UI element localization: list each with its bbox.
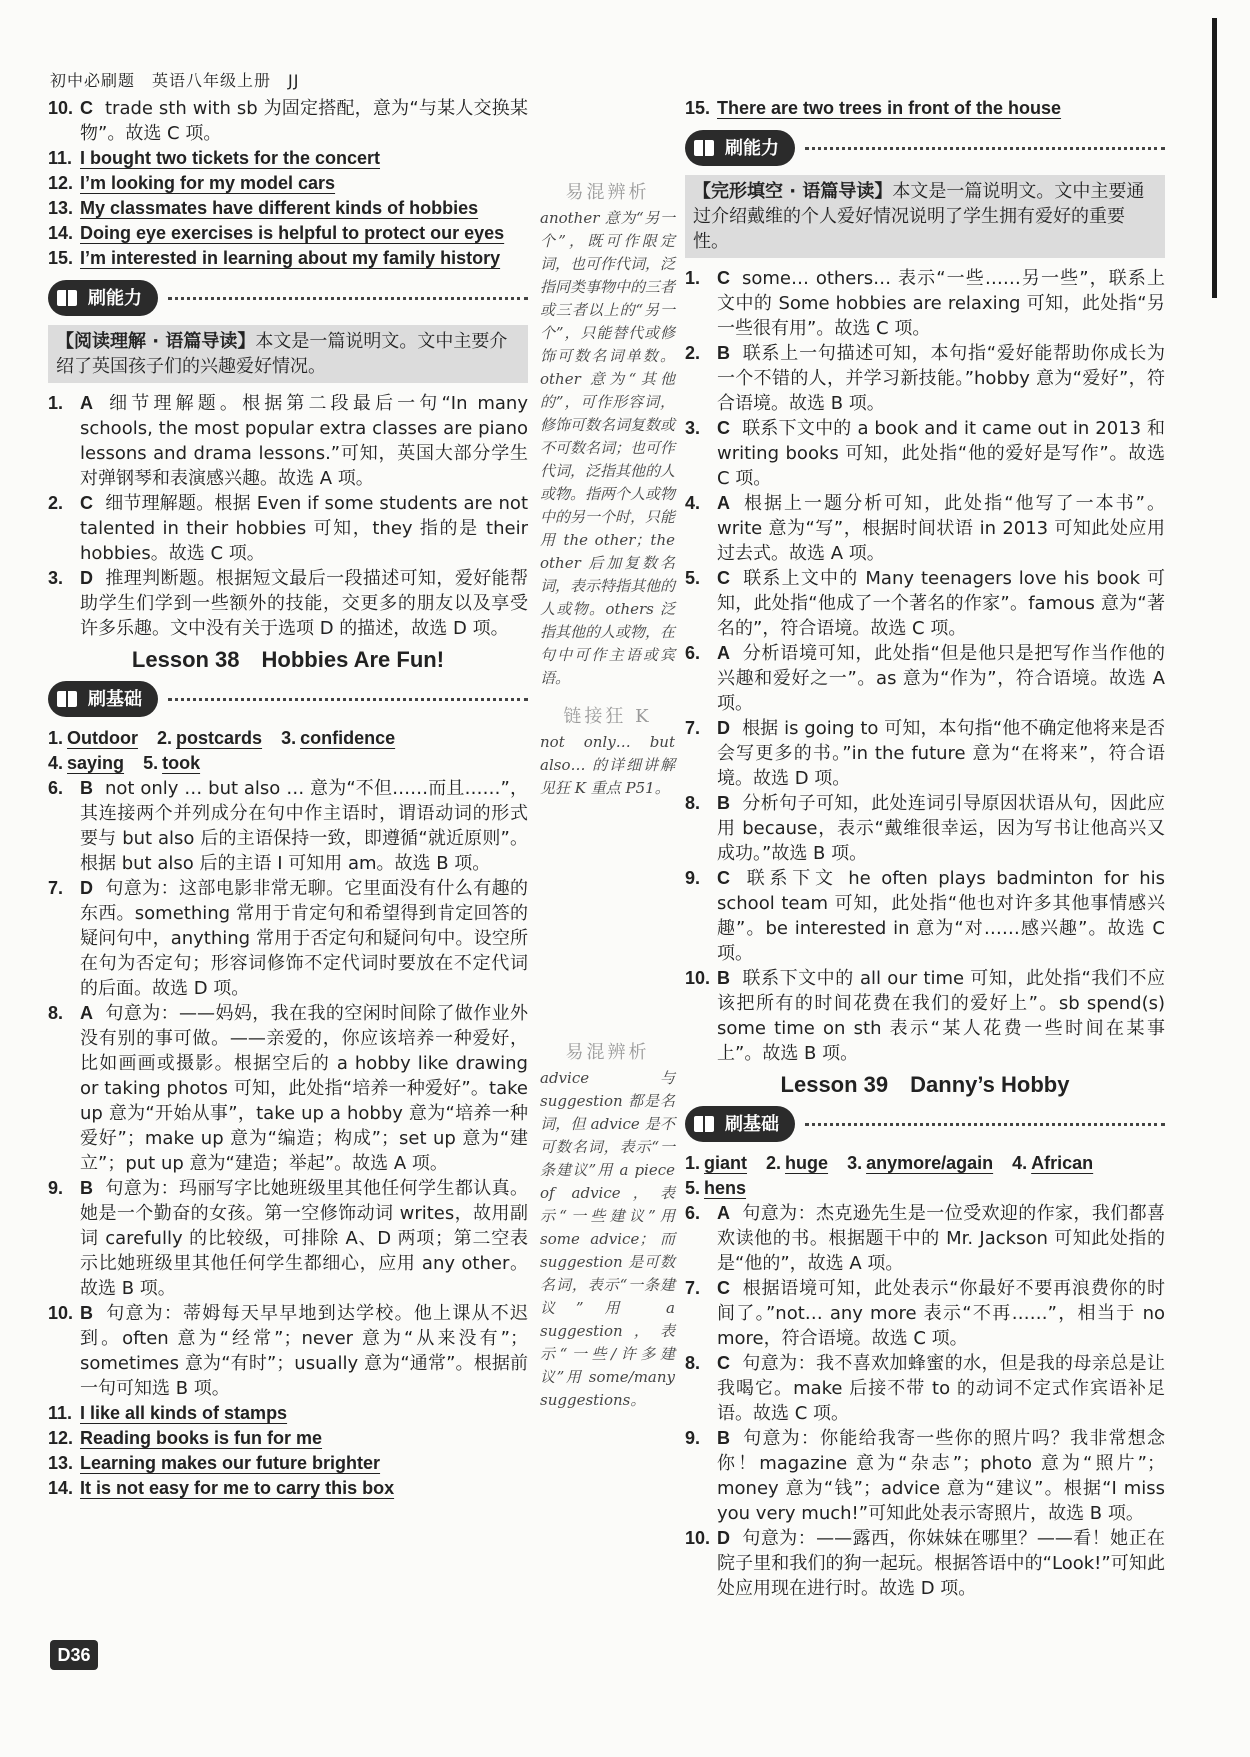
section-badge: 刷基础 [685,1106,795,1142]
section-badge: 刷能力 [685,130,795,166]
answer-item: 2. B 联系上一句描述可知，本句指“爱好能帮助你成长为一个不错的人，并学习新技能。”hobby 意为“爱好”，符合语境。故选 B 项。 [685,343,1165,414]
answer-item: 2. C 细节理解题。根据 Even if some students are not talented in their hobbies 可知，they 指的是 their hobbies。故选 C 项。 [48,493,528,564]
section-bar-basic [48,680,528,718]
answer-item: 5. C 联系上文中的 Many teenagers love his book 可知，此处指“他成了一个著名的作家”。famous 意为“著名的”，符合语境。故选 C 项。 [685,568,1165,639]
book-icon [691,135,717,161]
section-badge: 刷基础 [48,681,158,717]
lesson-title: Lesson 39 Danny’s Hobby [780,1072,1070,1097]
reading-guide: 【阅读理解 · 语篇导读】本文是一篇说明文。文中主要介绍了英国孩子们的兴趣爱好情况。 [48,325,528,383]
answer-item: 6. B not only … but also … 意为“不但……而且……”，其连接两个并列成分在句中作主语时，谓语动词的形式要与 but also 后的主语保持一致，即遵循“就近原则”。根据 but also 后的主语 I 可知用 am。故选 B 项。 [48,778,528,874]
answer-item: 8. A 句意为：——妈妈，我在我的空闲时间除了做作业外没有别的事可做。——亲爱的，你应该培养一种爱好，比如画画或摄影。根据空后的 a hobby like drawing or taking photos 可知，此处指“培养一种爱好”。take up 意为“开始从事”，take up a hobby 意为“培养一种爱好”；make up 意为“编造；构成”；set up 意为“建立”；put up 意为“建造；举起”。故选 A 项。 [48,1003,528,1174]
fill-answers-line: 5. hens [685,1178,747,1198]
answer-item: 14. Doing eye exercises is helpful to protect our eyes [48,223,505,243]
side-note-title: 易混辨析 [565,1042,650,1063]
section-bar-basic [685,1105,1165,1143]
section-bar-ability [48,279,528,317]
answer-item: 13. Learning makes our future brighter [48,1453,381,1473]
answer-item: 10. D 句意为：——露西，你妹妹在哪里？——看！她正在院子里和我们的狗一起玩。根据答语中的“Look!”可知此处应用现在进行时。故选 D 项。 [685,1528,1165,1599]
section-badge: 刷能力 [48,280,158,316]
side-note-title: 易混辨析 [565,182,650,203]
answer-item: 1. C some… others… 表示“一些……另一些”，联系上文中的 Some hobbies are relaxing 可知，此处指“另一些很有用”。故选 C 项。 [685,268,1165,339]
cloze-guide: 【完形填空 · 语篇导读】本文是一篇说明文。文中主要通过介绍戴维的个人爱好情况说明了学生拥有爱好的重要性。 [685,175,1165,258]
answer-item: 1. A 细节理解题。根据第二段最后一句“In many schools, the most popular extra classes are piano lessons and drama lessons.”可知，英国大部分学生对弹钢琴和表演感兴趣。故选 A 项。 [48,393,528,489]
running-header: 初中必刷题 英语八年级上册 JJ [50,71,300,90]
side-note: advice 与 suggestion 都是名词，但 advice 是不可数名词，表示“一条建议”用 a piece of advice，表示“一些建议”用 some advice；而 suggestion 是可数名词，表示“一条建议”用 a suggestion，表示“一些/许多建议”用 some/many suggestions。 [540,1069,675,1409]
answer-item: 12. Reading books is fun for me [48,1428,323,1448]
fill-answers-line: 1. Outdoor 2. postcards 3. confidence [48,728,396,748]
answer-item: 7. D 根据 is going to 可知，本句指“他不确定他将来是否会写更多的书。”in the future 意为“在将来”，符合语境。故选 D 项。 [685,718,1165,789]
side-note-link: 链接狂 K [563,706,652,727]
fill-answers-line: 4. saying 5. took [48,753,201,773]
right-column [685,96,1165,1601]
dotted-rule [168,698,528,701]
answer-item: 13. My classmates have different kinds of hobbies [48,198,479,218]
answer-item: 11. I bought two tickets for the concert [48,148,381,168]
answer-item: 4. A 根据上一题分析可知，此处指“他写了一本书”。write 意为“写”，根据时间状语 in 2013 可知此处应用过去式。故选 A 项。 [685,493,1165,564]
book-icon [54,686,80,712]
answer-item: 9. B 句意为：玛丽写字比她班级里其他任何学生都认真。她是一个勤奋的女孩。第一空修饰动词 writes，故用副词 carefully 的比较级，可排除 A、D 两项；第二空表示比她班级里其他任何学生都细心，应用 any other。故选 B 项。 [48,1178,528,1299]
answer-item: 9. B 句意为：你能给我寄一些你的照片吗？我非常想念你！magazine 意为“杂志”；photo 意为“照片”；money 意为“钱”；advice 意为“建议”。根据“I miss you very much!”可知此处表示寄照片，故选 B 项。 [685,1428,1165,1524]
fill-answers-line: 1. giant 2. huge 3. anymore/again 4. African [685,1153,1094,1173]
answer-item: 14. It is not easy for me to carry this box [48,1478,395,1498]
left-column [48,96,528,1501]
answer-item: 15. I’m interested in learning about my family history [48,248,501,268]
side-notes [540,180,675,1412]
answer-item: 7. D 句意为：这部电影非常无聊。它里面没有什么有趣的东西。something 常用于肯定句和希望得到肯定回答的疑问句中，anything 常用于否定句和疑问句中。设空所在句为否定句；形容词修饰不定代词时要放在不定代词的后面。故选 D 项。 [48,878,528,999]
answer-item: 6. A 句意为：杰克逊先生是一位受欢迎的作家，我们都喜欢读他的书。根据题干中的 Mr. Jackson 可知此处指的是“他的”，故选 A 项。 [685,1203,1165,1274]
answer-item: 15. There are two trees in front of the house [685,98,1062,118]
answer-item: 11. I like all kinds of stamps [48,1403,288,1423]
book-icon [54,285,80,311]
page-number: D36 [50,1640,98,1670]
dotted-rule [168,297,528,300]
side-note: not only… but also… 的详细讲解见狂 K 重点 P51。 [540,733,675,797]
answer-item: 9. C 联系下文 he often plays badminton for his school team 可知，此处指“他也对许多其他事情感兴趣”。be interested in 意为“对……感兴趣”。故选 C 项。 [685,868,1165,964]
answer-item: 12. I’m looking for my model cars [48,173,336,193]
answer-item: 10. B 句意为：蒂姆每天早早地到达学校。他上课从不迟到。often 意为“经常”；never 意为“从来没有”；sometimes 意为“有时”；usually 意为“通常”。根据前一句可知选 B 项。 [48,1303,528,1399]
answer-item: 6. A 分析语境可知，此处指“但是他只是把写作当作他的兴趣和爱好之一”。as 意为“作为”，符合语境。故选 A 项。 [685,643,1165,714]
side-note: another 意为“另一个”，既可作限定词，也可作代词，泛指同类事物中的三者或三者以上的“另一个”，只能替代或修饰可数名词单数。other 意为“其他的”，可作形容词，修饰可数名词复数或不可数名词；也可作代词，泛指其他的人或物。指两个人或物中的另一个时，只能用 the other；the other 后加复数名词，表示特指其他的人或物。others 泛指其他的人或物，在句中可作主语或宾语。 [540,209,676,687]
dotted-rule [805,147,1165,150]
dotted-rule [805,1123,1165,1126]
answer-item: 3. C 联系下文中的 a book and it came out in 2013 和 writing books 可知，此处指“他的爱好是写作”。故选 C 项。 [685,418,1165,489]
lesson-title: Lesson 38 Hobbies Are Fun! [131,647,445,672]
book-icon [691,1111,717,1137]
edge-bar [1212,18,1217,298]
answer-item: 10. B 联系下文中的 all our time 可知，此处指“我们不应该把所有的时间花费在我们的爱好上”。sb spend(s) some time on sth 表示“某人花费一些时间在某事上”。故选 B 项。 [685,968,1165,1064]
section-bar-ability [685,129,1165,167]
answer-item: 7. C 根据语境可知，此处表示“你最好不要再浪费你的时间了。”not… any more 表示“不再……”，相当于 no more，符合语境。故选 C 项。 [685,1278,1165,1349]
answer-item: 8. C 句意为：我不喜欢加蜂蜜的水，但是我的母亲总是让我喝它。make 后接不带 to 的动词不定式作宾语补足语。故选 C 项。 [685,1353,1165,1424]
answer-item: 3. D 推理判断题。根据短文最后一段描述可知，爱好能帮助学生们学到一些额外的技能，交更多的朋友以及享受许多乐趣。文中没有关于选项 D 的描述，故选 D 项。 [48,568,528,639]
answer-item: 8. B 分析句子可知，此处连词引导原因状语从句，因此应用 because，表示“戴维很幸运，因为写书让他高兴又成功。”故选 B 项。 [685,793,1165,864]
answer-item: 10. C trade sth with sb 为固定搭配，意为“与某人交换某物”。故选 C 项。 [48,98,528,144]
